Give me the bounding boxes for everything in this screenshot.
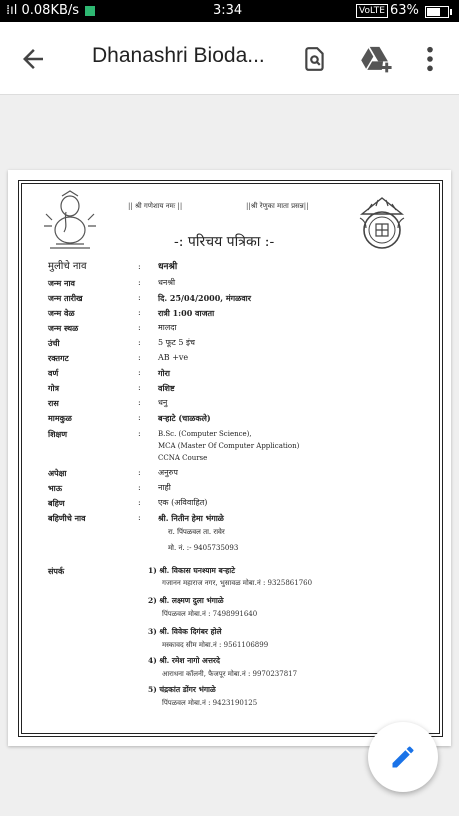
battery-percent: 63% <box>390 3 419 18</box>
contact-address: मस्कावद सीम मोबा.नं : 9561106899 <box>162 641 269 649</box>
contact-address: पिंपळवल मोबा.नं : 7498991640 <box>162 610 258 618</box>
find-in-page-icon[interactable] <box>302 46 328 72</box>
sister-husband-name: श्री. नितीन हेमा भंगाळे <box>158 513 224 523</box>
emblem-image <box>356 196 408 252</box>
contact-name: 5) चंद्रकांत डोंगर भंगाळे <box>148 685 216 694</box>
volte-badge: VoLTE <box>356 4 388 18</box>
ganesha-image <box>42 190 98 254</box>
education-line: B.Sc. (Computer Science), <box>158 430 252 438</box>
header-left-text: || श्री गणेशाय नमः || <box>128 202 183 210</box>
battery-icon <box>425 6 449 18</box>
back-arrow-icon[interactable] <box>18 44 48 74</box>
pencil-icon <box>389 743 417 771</box>
biodata-content: || श्री गणेशाय नमः || ||श्री रेणुका माता प्रसन्न|| -: परिचय पत्रिका :- मुलीचे नाव : धनश्री जन्म नाव : धनश्री जन्म तारीख : दि. 25/04/2000, मंगळवार जन्म वेळ : रात्री 1:00 वाजता जन्म स्थळ : मालदा उंची : 5 फूट 5 इंच रक्तगट : AB +ve वर्ण : गोरा गोत्र : वशिष्ट रास : धनु मामकुळ : बऱ्हाटे (चाळकले) शिक्षण : B.Sc. (Computer Science), MCA (Master Of Computer Application) CCNA Course अपेक्षा : अनुरुप भाऊ : नाही बहिण : एक (अविवाहित) बहिणीचे नाव : श्री. नितीन हेमा भंगाळे रा. पिंपळवल ता. रावेर मो. नं. :- 9405735093 संपर्क 1) श्री. विकास घनश्याम बऱ्हाटे गजानन महाराज नगर, भुसावळ मोबा.नं : 9325861760 2) श्री. लक्ष्मण दुला भंगाळे पिंपळवल मोबा.नं : 7498991640 3) श्री. विवेक दिगंबर होले मस्कावद सीम मोबा.नं : 9561106899 4) श्री. रमेश नागो अत्तरदे आराधना कॉलनी, फैजपूर मोबा.नं : 9970237817 5) चंद्रकांत डोंगर भंगाळे पिंपळवल मोबा.नं : 9423190125 <box>8 170 431 725</box>
contact-name: 2) श्री. लक्ष्मण दुला भंगाळे <box>148 596 224 605</box>
sim-icon <box>85 6 95 16</box>
app-bar <box>0 22 459 95</box>
sister-husband-address: रा. पिंपळवल ता. रावेर <box>168 528 225 536</box>
sister-husband-phone: मो. नं. :- 9405735093 <box>168 544 239 552</box>
contact-address: पिंपळवल मोबा.नं : 9423190125 <box>162 699 258 707</box>
document-page[interactable] <box>8 170 451 746</box>
contact-name: 1) श्री. विकास घनश्याम बऱ्हाटे <box>148 566 235 575</box>
education-line: MCA (Master Of Computer Application) <box>158 442 300 450</box>
biodata-title: -: परिचय पत्रिका :- <box>174 234 275 250</box>
header-right-text: ||श्री रेणुका माता प्रसन्न|| <box>246 202 309 210</box>
signal-icon: ⁞ıl <box>6 3 18 18</box>
network-speed: ⁞ıl 0.08KB/s <box>6 3 95 18</box>
document-title: Dhanashri Bioda... <box>92 44 265 67</box>
education-line: CCNA Course <box>158 454 208 462</box>
contact-name: 4) श्री. रमेश नागो अत्तरदे <box>148 656 220 665</box>
contact-address: गजानन महाराज नगर, भुसावळ मोबा.नं : 9325861760 <box>162 579 313 587</box>
contact-name: 3) श्री. विवेक दिगंबर होले <box>148 627 222 636</box>
contact-address: आराधना कॉलनी, फैजपूर मोबा.नं : 9970237817 <box>162 670 298 678</box>
edit-button[interactable] <box>368 722 438 792</box>
status-bar <box>0 0 459 22</box>
add-to-drive-icon[interactable] <box>360 44 394 74</box>
clock: 3:34 <box>213 3 243 18</box>
more-options-icon[interactable] <box>424 45 436 73</box>
